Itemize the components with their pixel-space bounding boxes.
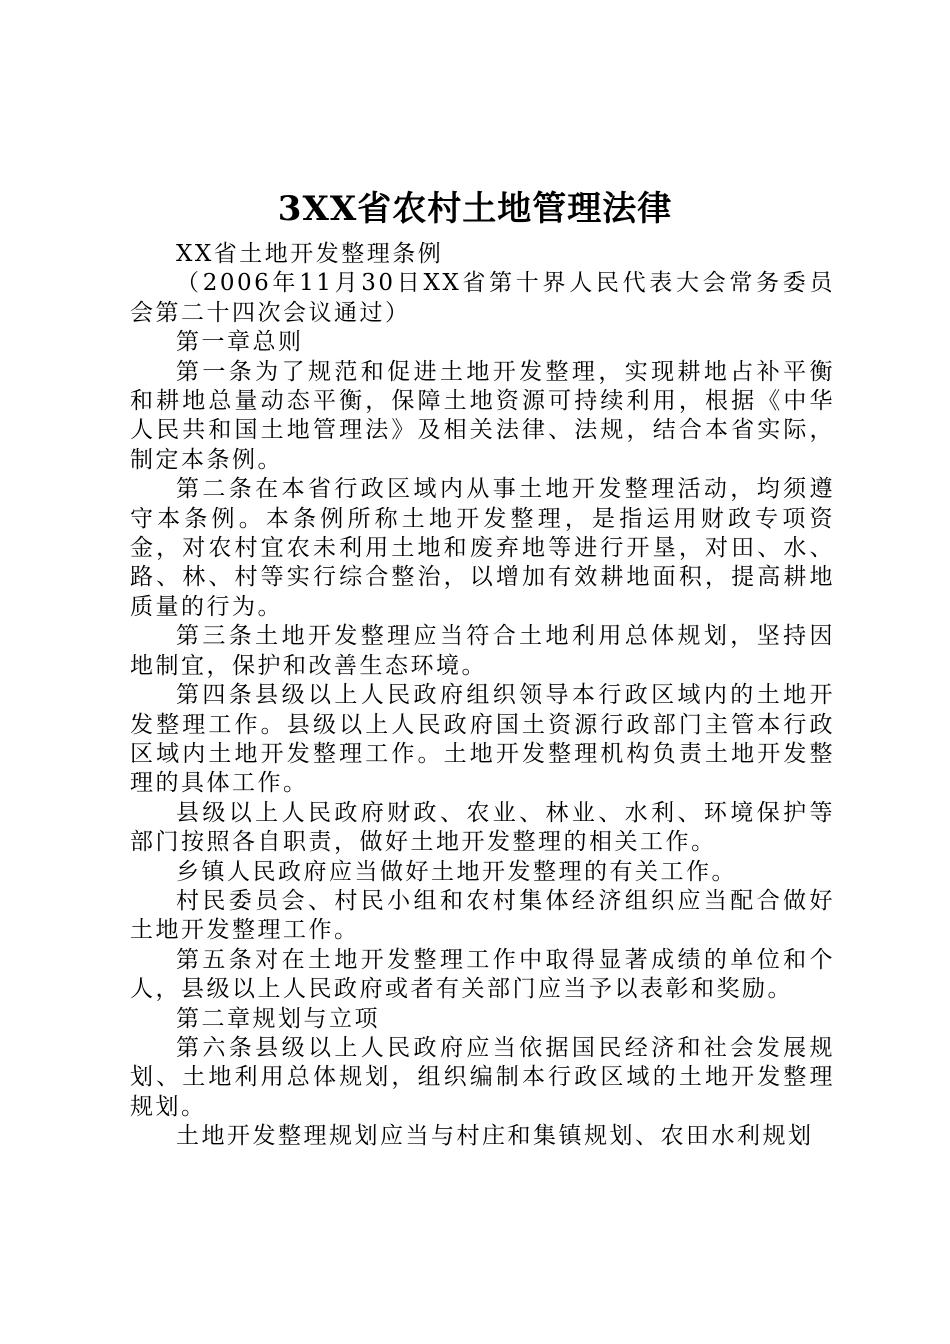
paragraph-regulation-name: XX省土地开发整理条例 (176, 241, 444, 267)
document-title: 3XX省农村土地管理法律 (277, 189, 673, 229)
paragraph-article-2: 第二条在本省行政区域内从事土地开发整理活动，均须遵守本条例。本条例所称土地开发整理，是指运用财政专项资金，对农村宜农未利用土地和废弃地等进行开垦，对田、水、路、林、村等实行综合整治，以增加有效耕地面积，提高耕地质量的行为。 (130, 476, 835, 620)
chapter-heading-general: 第一章总则 (176, 329, 304, 356)
paragraph-article-6-cont: 土地开发整理规划应当与村庄和集镇规划、农田水利规划 (176, 1123, 814, 1150)
paragraph-article-5: 第五条对在土地开发整理工作中取得显著成绩的单位和个人，县级以上人民政府或者有关部门应当予以表彰和奖励。 (130, 946, 835, 1003)
paragraph-article-4: 第四条县级以上人民政府组织领导本行政区域内的土地开发整理工作。县级以上人民政府国土资源行政部门主管本行政区域内土地开发整理工作。土地开发整理机构负责土地开发整理的具体工作。 (130, 682, 835, 797)
paragraph-article-4-cont-1: 县级以上人民政府财政、农业、林业、水利、环境保护等部门按照各自职责，做好土地开发整理的相关工作。 (130, 799, 835, 856)
paragraph-article-4-cont-2: 乡镇人民政府应当做好土地开发整理的有关工作。 (176, 858, 737, 885)
paragraph-article-6: 第六条县级以上人民政府应当依据国民经济和社会发展规划、土地利用总体规划，组织编制本行政区域的土地开发整理规划。 (130, 1034, 835, 1120)
paragraph-article-3: 第三条土地开发整理应当符合土地利用总体规划，坚持因地制宜，保护和改善生态环境。 (130, 623, 835, 679)
paragraph-article-1: 第一条为了规范和促进土地开发整理，实现耕地占补平衡和耕地总量动态平衡，保障土地资源可持续利用，根据《中华人民共和国土地管理法》及相关法律、法规，结合本省实际，制定本条例。 (130, 358, 835, 473)
document-body (130, 240, 835, 1152)
paragraph-adoption-note: （2006年11月30日XX省第十界人民代表大会常务委员会第二十四次会议通过） (130, 270, 835, 326)
paragraph-article-4-cont-3: 村民委员会、村民小组和农村集体经济组织应当配合做好土地开发整理工作。 (130, 887, 835, 944)
chapter-heading-planning: 第二章规划与立项 (176, 1005, 380, 1032)
